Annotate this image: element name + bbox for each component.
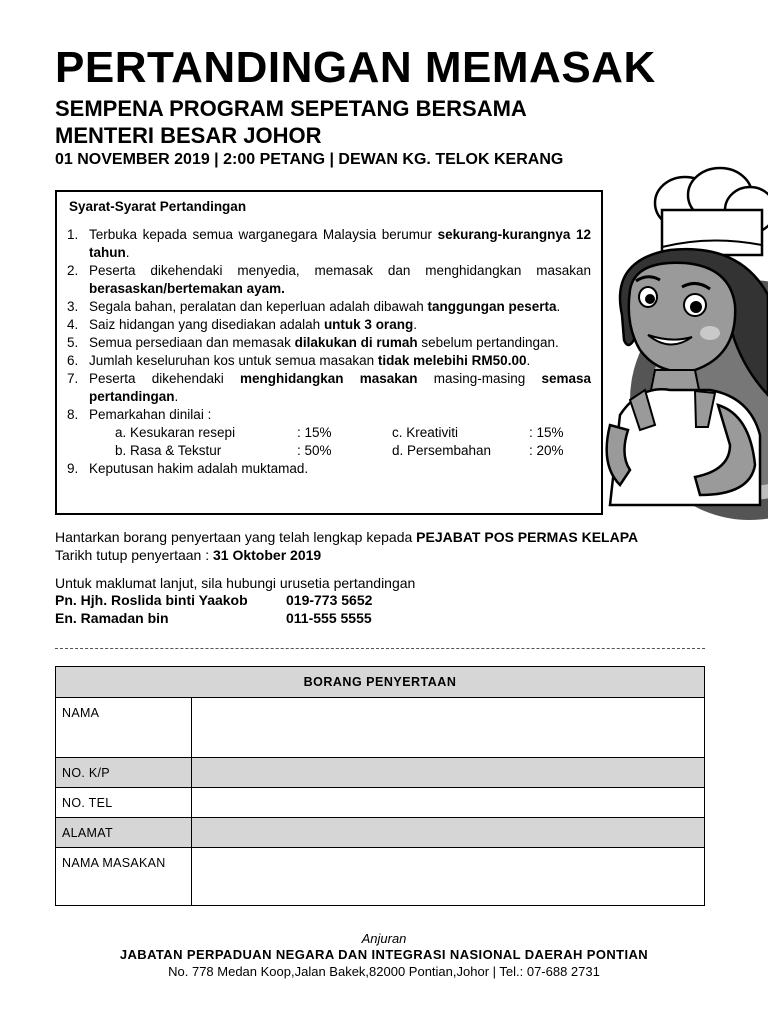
form-row-nokp — [56, 758, 704, 788]
rule-number: 6. — [67, 353, 79, 368]
rule-item: 7. Peserta dikehendaki menghidangkan masakan masing-masing semasa pertandingan. — [67, 371, 591, 404]
field-label: NO. K/P — [56, 758, 192, 787]
form-row-nama — [56, 698, 704, 758]
contact-name: Pn. Hjh. Roslida binti Yaakob — [55, 592, 248, 608]
score-label: b. Rasa & Tekstur — [115, 443, 222, 458]
rule-item: 6. Jumlah keseluruhan kos untuk semua masakan tidak melebihi RM50.00. — [67, 353, 531, 368]
chef-illustration — [600, 165, 768, 525]
form-row-alamat — [56, 818, 704, 848]
closing-date: Tarikh tutup penyertaan : 31 Oktober 2019 — [55, 547, 322, 563]
rule-item: 3. Segala bahan, peralatan dan keperluan adalah dibawah tanggungan peserta. — [67, 299, 561, 314]
nama-masakan-field[interactable] — [192, 848, 704, 905]
form-row-notel — [56, 788, 704, 818]
score-value: : 20% — [529, 443, 564, 458]
score-label: c. Kreativiti — [392, 425, 459, 440]
subtitle-line-2: MENTERI BESAR JOHOR — [55, 123, 322, 148]
contact-phone: 011-555 5555 — [286, 610, 372, 626]
rule-number: 3. — [67, 299, 79, 314]
submission-address: Hantarkan borang penyertaan yang telah lengkap kepada PEJABAT POS PERMAS KELAPA — [55, 529, 639, 545]
rule-number: 4. — [67, 317, 79, 332]
notel-field[interactable] — [192, 788, 704, 817]
score-label: a. Kesukaran resepi — [115, 425, 236, 440]
event-date-line: 01 NOVEMBER 2019 | 2:00 PETANG | DEWAN KG. TELOK KERANG — [55, 151, 564, 168]
footer-organizer: JABATAN PERPADUAN NEGARA DAN INTEGRASI NASIONAL DAERAH PONTIAN — [119, 947, 649, 962]
contact-intro: Untuk maklumat lanjut, sila hubungi urusetia pertandingan — [55, 575, 416, 591]
rule-number: 9. — [67, 461, 79, 476]
contact-phone: 019-773 5652 — [286, 592, 373, 608]
nokp-field[interactable] — [192, 758, 704, 787]
contact-name: En. Ramadan bin — [55, 610, 169, 626]
rule-number: 1. — [67, 227, 79, 242]
subtitle-line-1: SEMPENA PROGRAM SEPETANG BERSAMA — [55, 96, 527, 121]
rule-number: 2. — [67, 263, 79, 278]
score-value: : 15% — [297, 425, 332, 440]
field-label: ALAMAT — [56, 818, 192, 847]
form-heading: BORANG PENYERTAAN — [56, 667, 704, 698]
footer-address: No. 778 Medan Koop,Jalan Bakek,82000 Pontian,Johor | Tel.: 07-688 2731 — [168, 964, 600, 979]
field-label: NAMA MASAKAN — [56, 848, 192, 905]
rule-item: 9. Keputusan hakim adalah muktamad. — [67, 461, 309, 476]
scoring-breakdown — [67, 424, 591, 460]
rule-item: 2. Peserta dikehendaki menyedia, memasak dan menghidangkan masakan berasaskan/bertemakan ayam. — [67, 263, 591, 296]
face — [629, 263, 735, 372]
score-label: d. Persembahan — [392, 443, 492, 458]
rule-item: 8. Pemarkahan dinilai : — [67, 407, 212, 422]
form-row-nama-masakan — [56, 848, 704, 905]
rules-heading: Syarat-Syarat Pertandingan — [69, 199, 247, 214]
entry-form — [55, 666, 705, 906]
field-label: NAMA — [56, 698, 192, 757]
page-title: PERTANDINGAN MEMASAK — [55, 43, 656, 92]
rule-item: 4. Saiz hidangan yang disediakan adalah untuk 3 orang. — [67, 317, 417, 332]
rule-number: 8. — [67, 407, 79, 422]
rule-item: 5. Semua persediaan dan memasak dilakukan di rumah sebelum pertandingan. — [67, 335, 559, 350]
score-value: : 15% — [529, 425, 564, 440]
rule-number: 7. — [67, 371, 79, 386]
rule-number: 5. — [67, 335, 79, 350]
alamat-field[interactable] — [192, 818, 704, 847]
rule-item: 1. Terbuka kepada semua warganegara Malaysia berumur sekurang-kurangnya 12 tahun. — [67, 227, 592, 260]
field-label: NO. TEL — [56, 788, 192, 817]
footer-anjuran: Anjuran — [361, 931, 407, 946]
chef-hat-icon — [655, 168, 768, 255]
score-value: : 50% — [297, 443, 332, 458]
cut-line — [55, 648, 705, 649]
nama-field[interactable] — [192, 698, 704, 757]
rules-box — [55, 190, 603, 515]
